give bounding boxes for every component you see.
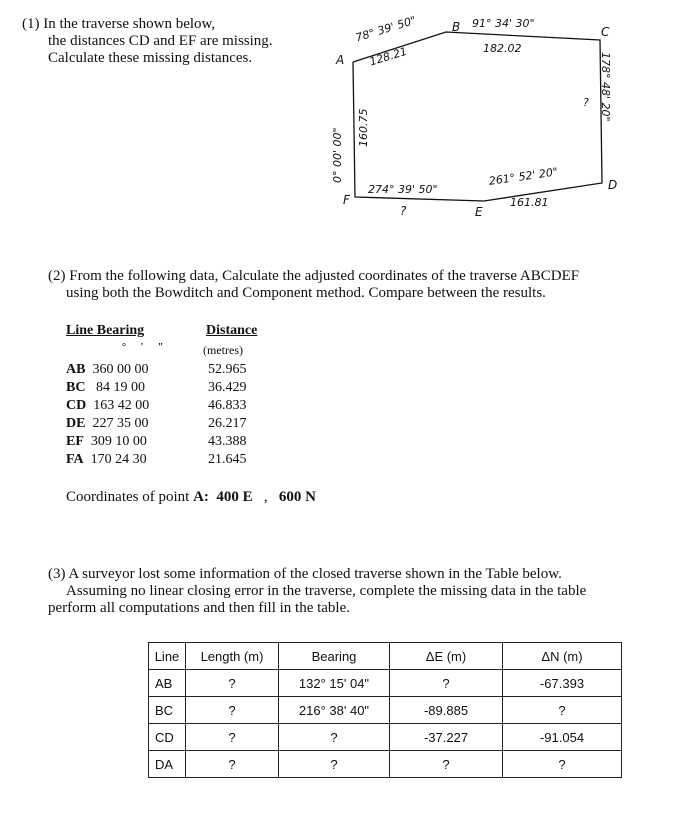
row-line: DE xyxy=(66,416,86,431)
q3-line-2: Assuming no linear closing error in the traverse, complete the missing data in the table xyxy=(66,583,587,599)
cell-bearing: ? xyxy=(279,751,390,778)
table-row xyxy=(66,434,147,450)
cell-delta-n: ? xyxy=(503,751,622,778)
point-d-label: D xyxy=(608,178,618,192)
cell-length: ? xyxy=(186,670,279,697)
q1-line-3: Calculate these missing distances. xyxy=(48,50,253,66)
cell-bearing: 132° 15' 04" xyxy=(279,670,390,697)
coords-label: Coordinates of point xyxy=(66,489,190,505)
header-delta-n: ΔN (m) xyxy=(503,643,622,670)
row-distance: 21.645 xyxy=(208,452,247,467)
row-line: EF xyxy=(66,434,84,449)
point-c-label: C xyxy=(601,25,610,39)
q3-line-1: (3) A surveyor lost some information of the closed traverse shown in the Table below. xyxy=(48,566,562,582)
cell-delta-e: ? xyxy=(390,751,503,778)
coordinates-line xyxy=(66,489,316,506)
cell-delta-e: ? xyxy=(390,670,503,697)
table-header-row xyxy=(149,643,622,670)
point-e-label: E xyxy=(475,205,483,219)
cell-delta-n: -91.054 xyxy=(503,724,622,751)
header-distance: Distance xyxy=(206,323,258,338)
table-row xyxy=(66,380,145,396)
row-line: BC xyxy=(66,380,86,395)
question-3 xyxy=(48,566,648,617)
row-bearing: 309 10 00 xyxy=(90,434,147,449)
header-metres: (metres) xyxy=(203,343,243,357)
header-line: Line xyxy=(149,643,186,670)
table-row xyxy=(66,452,147,468)
row-distance: 46.833 xyxy=(208,398,247,413)
table-row xyxy=(149,670,622,697)
header-line-bearing: Line Bearing xyxy=(66,323,145,338)
cell-length: ? xyxy=(186,697,279,724)
cd-distance: ? xyxy=(583,96,589,109)
row-line: FA xyxy=(66,452,84,467)
bearing-table xyxy=(66,323,306,483)
row-distance: 36.429 xyxy=(208,380,247,395)
q2-line-1: (2) From the following data, Calculate the adjusted coordinates of the traverse ABCDEF xyxy=(48,268,580,284)
ab-distance: 128.21 xyxy=(368,44,409,69)
bc-bearing: 91° 34' 30" xyxy=(472,17,535,30)
q1-line-1: (1) In the traverse shown below, xyxy=(22,16,216,32)
row-bearing: 170 24 30 xyxy=(90,452,147,467)
point-f-label: F xyxy=(343,193,350,207)
cell-length: ? xyxy=(186,724,279,751)
row-bearing: 163 42 00 xyxy=(93,398,150,413)
coords-e: 400 E xyxy=(216,489,253,505)
traverse-diagram xyxy=(0,0,690,240)
ef-distance: ? xyxy=(400,204,407,218)
cell-length: ? xyxy=(186,751,279,778)
row-bearing: 84 19 00 xyxy=(95,380,145,395)
q2-line-2: using both the Bowditch and Component method. Compare between the results. xyxy=(66,285,546,301)
ef-bearing: 274° 39' 50" xyxy=(368,183,438,196)
question-2 xyxy=(48,268,668,302)
cd-bearing: 178° 48' 20" xyxy=(599,52,612,122)
cell-bearing: 216° 38' 40" xyxy=(279,697,390,724)
cell-line: CD xyxy=(149,724,186,751)
row-distance: 43.388 xyxy=(208,434,247,449)
row-bearing: 360 00 00 xyxy=(92,362,149,377)
table-row xyxy=(149,697,622,724)
cell-line: AB xyxy=(149,670,186,697)
ab-bearing: 78° 39' 50" xyxy=(354,13,418,45)
row-line: AB xyxy=(66,362,86,377)
coords-n: 600 N xyxy=(278,489,317,505)
point-a-label: A xyxy=(336,53,345,67)
header-units: ° ' " xyxy=(122,342,170,353)
coords-sep: , xyxy=(263,489,268,505)
cell-delta-n: ? xyxy=(503,697,622,724)
row-distance: 52.965 xyxy=(208,362,247,377)
table-row xyxy=(66,416,148,432)
coords-point: A: xyxy=(193,489,209,505)
cell-line: BC xyxy=(149,697,186,724)
header-length: Length (m) xyxy=(186,643,279,670)
de-distance: 161.81 xyxy=(510,196,549,209)
traverse-table xyxy=(148,642,622,778)
table-row xyxy=(149,724,622,751)
q3-line-3: perform all computations and then fill in the table. xyxy=(48,600,350,616)
header-delta-e: ΔE (m) xyxy=(390,643,503,670)
table-row xyxy=(66,398,149,414)
cell-delta-e: -37.227 xyxy=(390,724,503,751)
table-row xyxy=(149,751,622,778)
fa-distance: 160.75 xyxy=(357,108,370,147)
fa-bearing: 0° 00' 00" xyxy=(331,127,344,183)
point-b-label: B xyxy=(452,20,461,34)
table-row xyxy=(66,362,148,378)
bc-distance: 182.02 xyxy=(483,42,522,55)
row-line: CD xyxy=(66,398,87,413)
cell-line: DA xyxy=(149,751,186,778)
de-bearing: 261° 52' 20" xyxy=(488,165,559,188)
cell-bearing: ? xyxy=(279,724,390,751)
q1-line-2: the distances CD and EF are missing. xyxy=(48,33,273,49)
header-bearing: Bearing xyxy=(279,643,390,670)
cell-delta-e: -89.885 xyxy=(390,697,503,724)
row-distance: 26.217 xyxy=(208,416,247,431)
row-bearing: 227 35 00 xyxy=(92,416,149,431)
cell-delta-n: -67.393 xyxy=(503,670,622,697)
